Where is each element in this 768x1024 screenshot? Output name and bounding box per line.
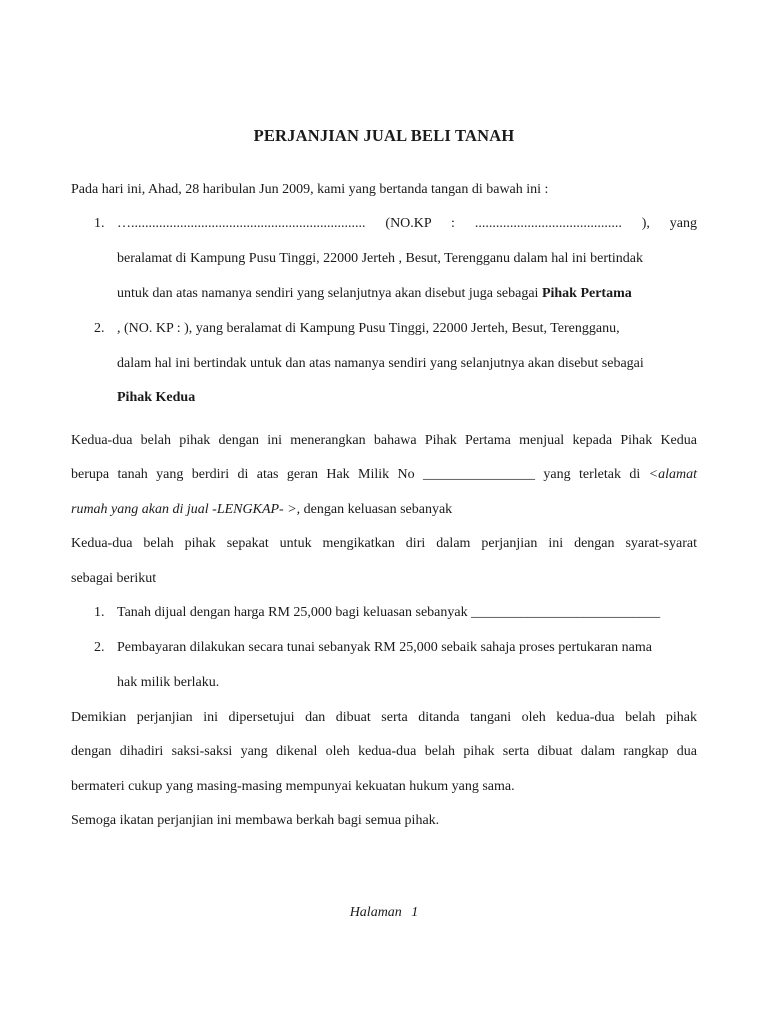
para-1-line-2-text: berupa tanah yang berdiri di atas geran Hak Milik No ________________ yang terletak di	[71, 467, 649, 482]
para-1-line-3-italic: rumah yang akan di jual -LENGKAP- >	[71, 502, 297, 517]
para-1-line-1: Kedua-dua belah pihak dengan ini menerangkan bahawa Pihak Pertama menjual kepada Pihak Kedua	[71, 433, 697, 448]
party-2-number: 2.	[94, 321, 105, 336]
page-number: Halaman 1	[349, 905, 419, 920]
para-1-line-3	[71, 501, 697, 519]
para-3-line-1: Demikian perjanjian ini dipersetujui dan dibuat serta ditanda tangani oleh kedua-dua belah pihak	[71, 710, 697, 725]
closing-text: Semoga ikatan perjanjian ini membawa berkah bagi semua pihak.	[71, 813, 440, 828]
party-1-line-2: beralamat di Kampung Pusu Tinggi, 22000 Jerteh , Besut, Terengganu dalam hal ini bertindak	[117, 251, 644, 266]
para-1-line-3-text: , dengan keluasan sebanyak	[296, 502, 453, 517]
party-1-line-1	[117, 215, 697, 233]
party-1-line-3	[117, 285, 697, 303]
party-2-line-1: , (NO. KP : ), yang beralamat di Kampung Pusu Tinggi, 22000 Jerteh, Besut, Terengganu,	[117, 321, 620, 336]
party-1-name-placeholder: …...................................................................	[117, 216, 366, 231]
para-1-line-2	[71, 466, 697, 484]
intro-text: Pada hari ini, Ahad, 28 haribulan Jun 2009, kami yang bertanda tangan di bawah ini :	[71, 182, 549, 197]
document-title: PERJANJIAN JUAL BELI TANAH	[253, 126, 515, 145]
para-2-line-1: Kedua-dua belah pihak sepakat untuk mengikatkan diri dalam perjanjian ini dengan syarat-syarat	[71, 536, 697, 551]
term-1-number: 1.	[94, 605, 105, 620]
party-1-nokp: (NO.KP : .......................................... ), yang	[385, 216, 698, 231]
para-3-line-3: bermateri cukup yang masing-masing mempunyai kekuatan hukum yang sama.	[71, 779, 515, 794]
party-1-line-3-text: untuk dan atas namanya sendiri yang selanjutnya akan disebut juga sebagai	[117, 286, 542, 301]
para-2-line-2: sebagai berikut	[71, 571, 157, 586]
party-2-label: Pihak Kedua	[117, 390, 196, 405]
party-2-line-2: dalam hal ini bertindak untuk dan atas namanya sendiri yang selanjutnya akan disebut sebagai	[117, 356, 644, 371]
para-3-line-2: dengan dihadiri saksi-saksi yang dikenal oleh kedua-dua belah pihak serta dibuat dalam rangkap dua	[71, 744, 697, 759]
term-1-line-1: Tanah dijual dengan harga RM 25,000 bagi keluasan sebanyak ___________________________	[117, 605, 661, 620]
party-1-label: Pihak Pertama	[541, 286, 632, 301]
term-2-number: 2.	[94, 640, 105, 655]
para-1-line-2-italic: <alamat	[648, 467, 697, 482]
party-1-number: 1.	[94, 216, 105, 231]
term-2-line-1: Pembayaran dilakukan secara tunai sebanyak RM 25,000 sebaik sahaja proses pertukaran nama	[117, 640, 652, 655]
term-2-line-2: hak milik berlaku.	[117, 675, 220, 690]
